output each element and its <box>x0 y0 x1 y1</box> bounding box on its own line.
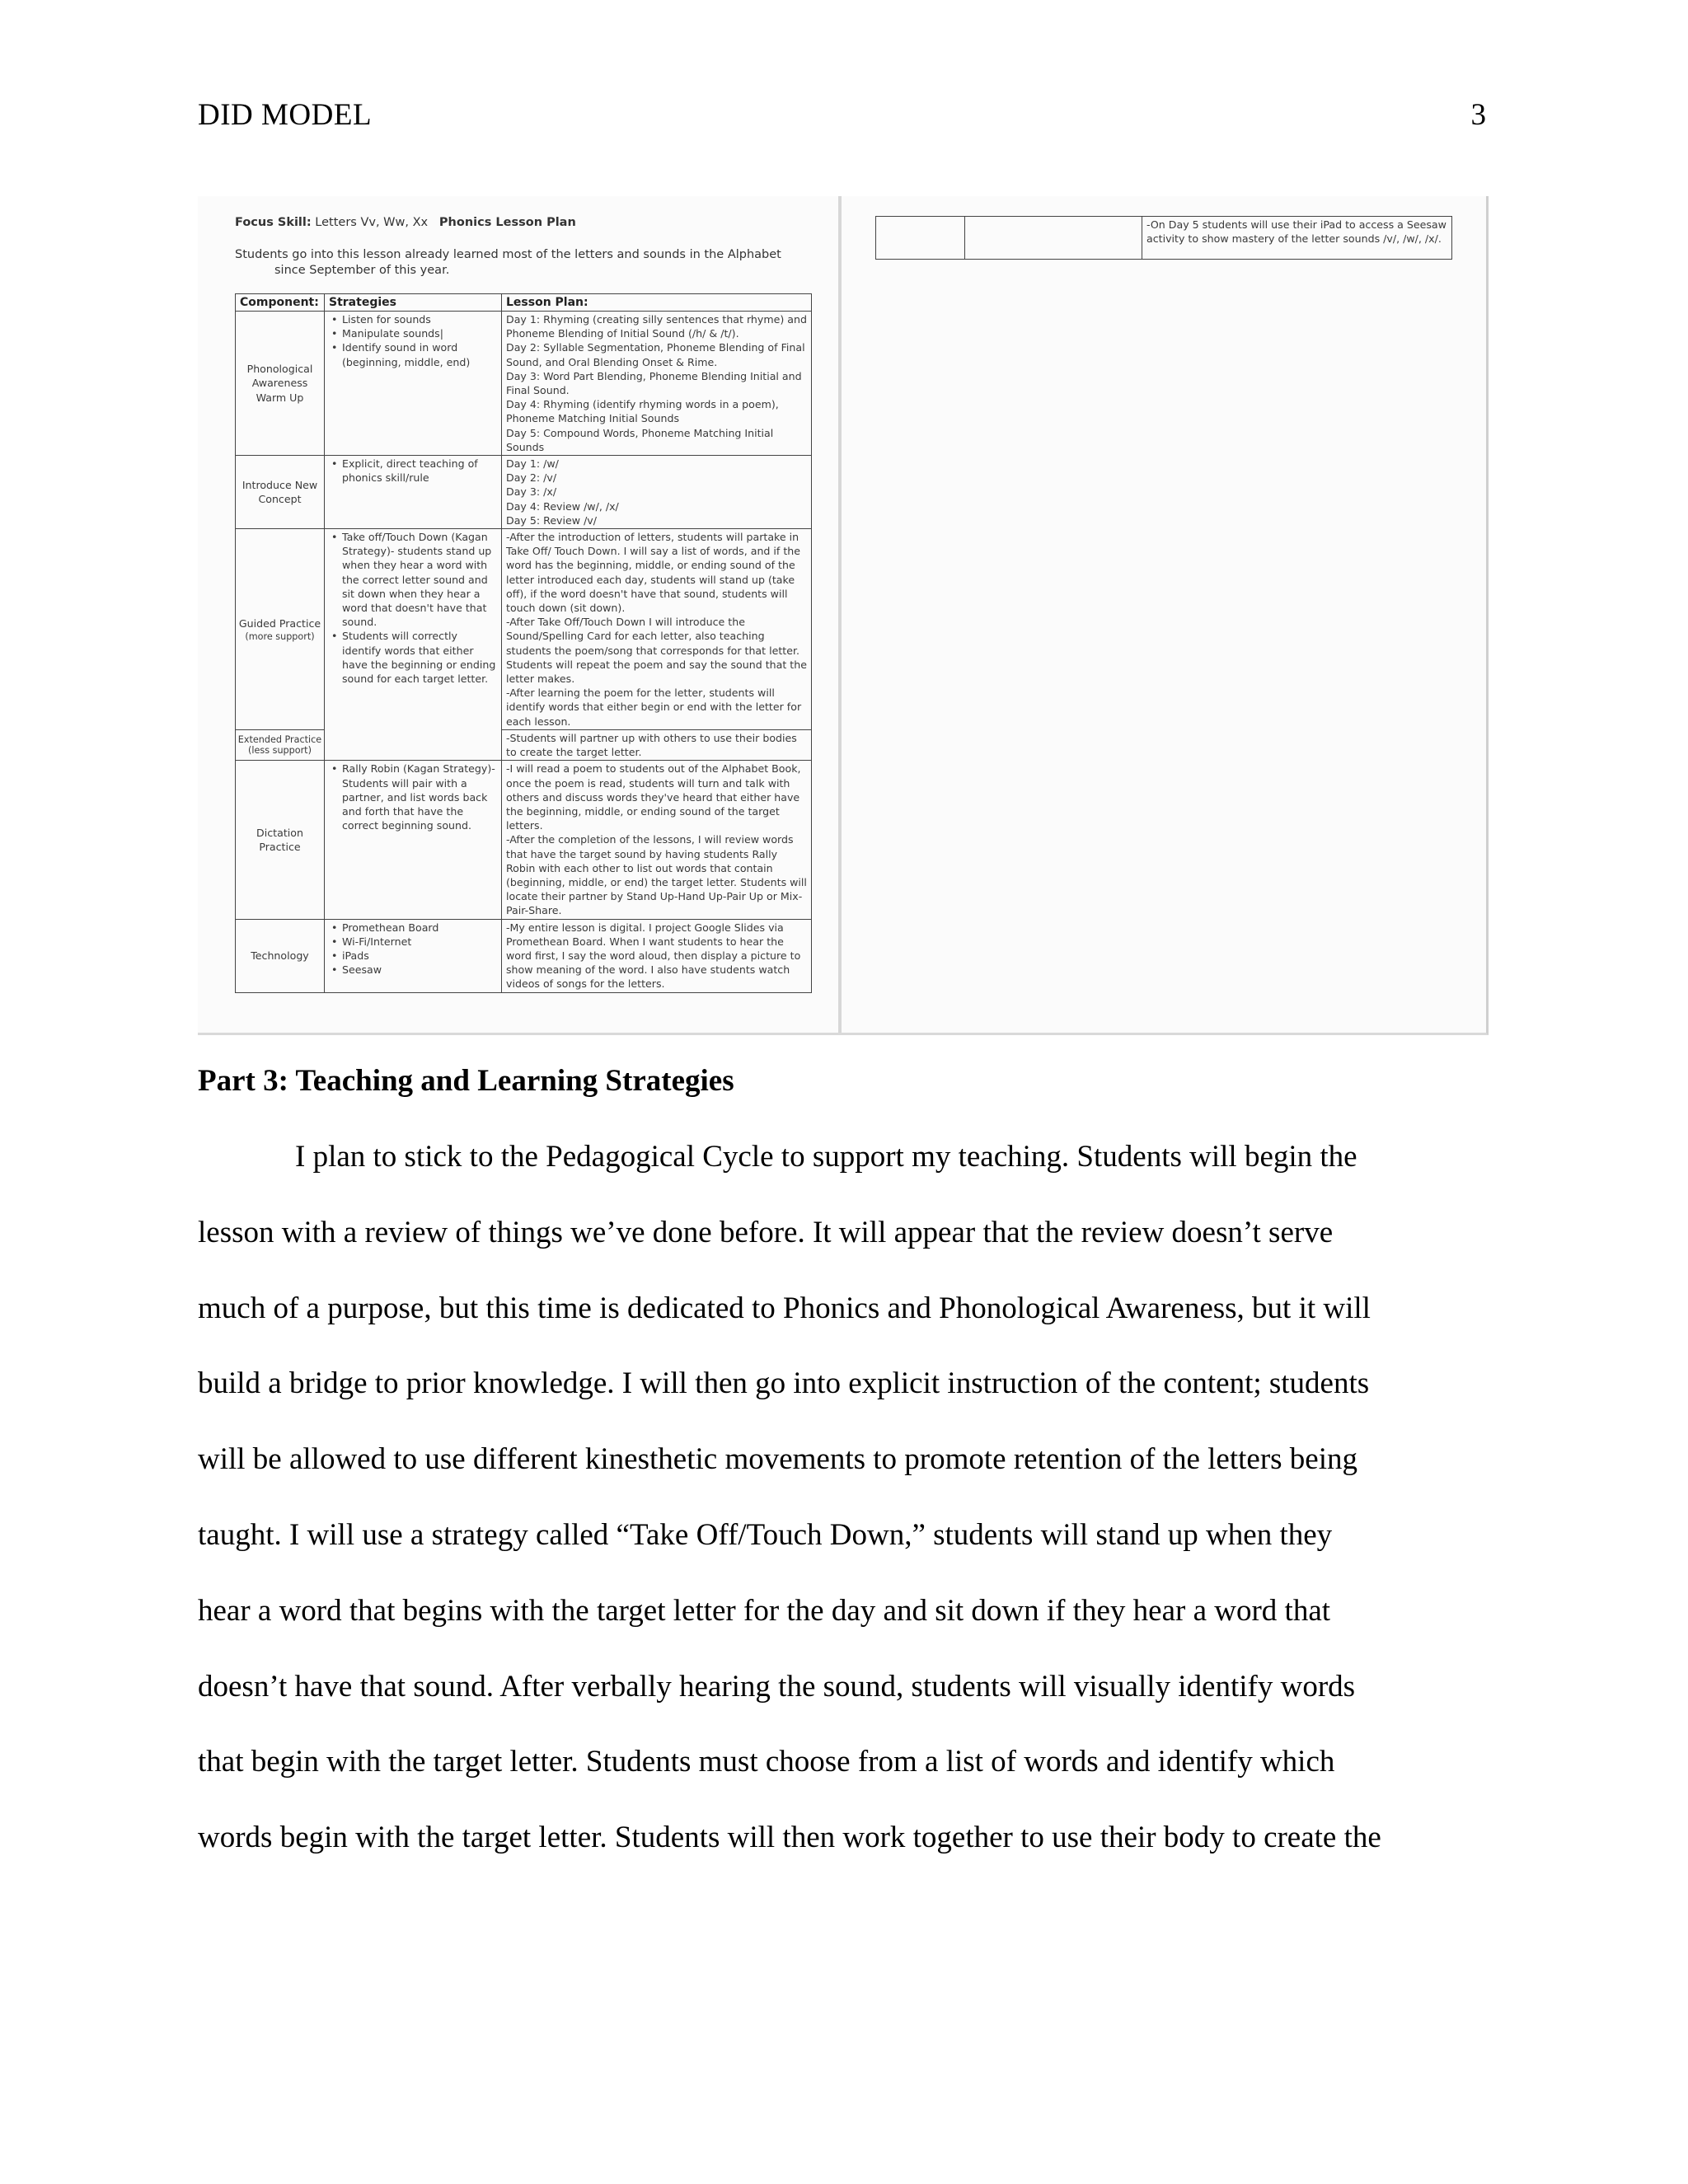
list-item: • Seesaw <box>342 963 497 977</box>
list-item: • Students will correctly identify words that either have the beginning or ending sound for each target letter. <box>342 629 497 686</box>
column-header: Strategies <box>325 294 502 312</box>
component-cell: Technology <box>236 919 325 992</box>
text-line: hear a word that begins with the target letter for the day and sit down if they hear a word that <box>198 1593 1331 1628</box>
table-row <box>236 761 812 919</box>
component-cell <box>236 529 325 730</box>
strategies-cell <box>325 529 502 761</box>
list-item: • Promethean Board <box>342 921 497 935</box>
column-header: Component: <box>236 294 325 312</box>
plan-line: Day 5: Compound Words, Phoneme Matching Initial Sounds <box>506 426 774 453</box>
focus-skill-line <box>235 216 576 229</box>
plan-line: Day 3: /x/ <box>506 485 557 499</box>
component-note: (less support) <box>248 745 312 757</box>
strategies-cell <box>325 456 502 529</box>
list-item: • iPads <box>342 949 497 963</box>
list-item: • Wi-Fi/Internet <box>342 935 497 949</box>
plan-line: Day 2: Syllable Segmentation, Phoneme Blending of Final Sound, and Oral Blending Onset & Rime. <box>506 341 805 368</box>
page-number: 3 <box>1470 98 1486 132</box>
plan-line: -After the completion of the lessons, I will review words that have the target sound by having students Rally Robin with each other to list out words that contain (beginning, middle, or end) the target letter. Students will locate their partner by Stand Up-Hand Up-Pair Up or Mix-Pair-Share. <box>506 833 807 917</box>
plan-line: Day 2: /v/ <box>506 471 557 485</box>
intro-line-1: Students go into this lesson already learned most of the letters and sounds in the Alphabet <box>235 248 781 261</box>
plan-line: Day 1: /w/ <box>506 457 559 471</box>
body-paragraph <box>198 1119 1495 1876</box>
component-cell: Introduce New Concept <box>236 456 325 529</box>
empty-cell <box>876 217 965 260</box>
lesson-plan-table <box>235 293 812 993</box>
table-row <box>236 529 812 730</box>
strategies-cell <box>325 312 502 456</box>
list-item: • Explicit, direct teaching of phonics skill/rule <box>342 457 497 485</box>
text-line: words begin with the target letter. Students will then work together to use their body to create the <box>198 1821 1381 1855</box>
plan-line: -After learning the poem for the letter, students will identify words that either begin or end with the letter for each lesson. <box>506 687 802 728</box>
component-note: (more support) <box>245 630 315 642</box>
text-line: build a bridge to prior knowledge. I will then go into explicit instruction of the content; students <box>198 1366 1370 1401</box>
section-heading: Part 3: Teaching and Learning Strategies <box>198 1064 734 1098</box>
text-line <box>198 1119 1495 1195</box>
plan-line: Day 4: Review /w/, /x/ <box>506 499 619 513</box>
component-cell <box>236 729 325 760</box>
plan-cell <box>502 761 812 919</box>
plan-intro <box>235 247 804 279</box>
strategies-cell <box>325 761 502 919</box>
text-line: taught. I will use a strategy called “Take Off/Touch Down,” students will stand up when they <box>198 1517 1333 1552</box>
strategies-cell <box>325 919 502 992</box>
focus-skill-value: Letters Vv, Ww, Xx <box>315 216 429 229</box>
plan-line: -After Take Off/Touch Down I will introduce the Sound/Spelling Card for each letter, also teaching students the poem/song that corresponds for that letter. Students will repeat the poem and say the sound that the letter makes. <box>506 616 807 686</box>
focus-skill-label: Focus Skill: <box>235 216 312 229</box>
intro-line-2: since September of this year. <box>274 264 450 277</box>
plan-line: Day 4: Rhyming (identify rhyming words in a poem), Phoneme Matching Initial Sounds <box>506 398 779 425</box>
list-item: • Take off/Touch Down (Kagan Strategy)- students stand up when they hear a word with the correct letter sound and sit down when they hear a word that doesn't have that sound. <box>342 530 497 629</box>
plan-line: Day 5: Review /v/ <box>506 513 598 527</box>
plan-line: Day 3: Word Part Blending, Phoneme Blending Initial and Final Sound. <box>506 369 802 397</box>
table-header-row <box>236 294 812 312</box>
list-item: • Listen for sounds <box>342 312 497 326</box>
table-row <box>236 456 812 529</box>
text-line: lesson with a review of things we’ve done before. It will appear that the review doesn’t serve <box>198 1215 1334 1249</box>
plan-cell: -My entire lesson is digital. I project Google Slides via Promethean Board. When I want students to hear the word first, I say the word aloud, then display a picture to show meaning of the word. I also have students watch videos of songs for the letters. <box>502 919 812 992</box>
table-row <box>236 729 812 760</box>
running-head: DID MODEL <box>198 98 373 132</box>
table-row <box>236 312 812 456</box>
plan-cell: -On Day 5 students will use their iPad to access a Seesaw activity to show mastery of the letter sounds /v/, /w/, /x/. <box>1142 217 1452 260</box>
component-cell: Dictation Practice <box>236 761 325 919</box>
plan-cell <box>502 456 812 529</box>
text-line: that begin with the target letter. Students must choose from a list of words and identify which <box>198 1745 1335 1779</box>
text-line-content: I plan to stick to the Pedagogical Cycle to support my teaching. Students will begin the <box>295 1140 1357 1174</box>
page-divider <box>838 196 842 1033</box>
table-row <box>876 217 1452 260</box>
list-item: • Manipulate sounds| <box>342 326 497 340</box>
component-cell: Phonological Awareness Warm Up <box>236 312 325 456</box>
component-label: Guided Practice <box>238 617 321 630</box>
list-item: • Identify sound in word (beginning, middle, end) <box>342 340 497 368</box>
plan-line: -I will read a poem to students out of the Alphabet Book, once the poem is read, students will turn and talk with others and discuss words they've heard that either have the beginning, middle, or ending sound of the target letters. <box>506 762 801 832</box>
plan-cell: -Students will partner up with others to use their bodies to create the target letter. <box>502 729 812 760</box>
table-row <box>236 919 812 992</box>
list-item: • Rally Robin (Kagan Strategy)- Students will pair with a partner, and list words back and forth that have the correct beginning sound. <box>342 762 497 832</box>
text-line: much of a purpose, but this time is dedicated to Phonics and Phonological Awareness, but it will <box>198 1291 1371 1325</box>
lesson-plan-figure <box>198 196 1489 1035</box>
plan-line: -After the introduction of letters, students will partake in Take Off/ Touch Down. I will say a list of words, and if the word has the beginning, middle, or ending sound of the letter introduced each day, students will stand up (take off), if the word doesn't have that sound, students will touch down (sit down). <box>506 531 801 615</box>
plan-cell <box>502 312 812 456</box>
text-line: will be allowed to use different kinesthetic movements to promote retention of the letters being <box>198 1442 1357 1477</box>
column-header: Lesson Plan: <box>502 294 812 312</box>
plan-title: Phonics Lesson Plan <box>438 216 576 229</box>
plan-line: Day 1: Rhyming (creating silly sentences that rhyme) and Phoneme Blending of Initial Sound (/h/ & /t/). <box>506 313 807 340</box>
component-label: Extended Practice <box>237 734 322 746</box>
continuation-table <box>875 216 1452 260</box>
text-line: doesn’t have that sound. After verbally hearing the sound, students will visually identify words <box>198 1669 1356 1704</box>
empty-cell <box>965 217 1142 260</box>
plan-cell <box>502 529 812 730</box>
